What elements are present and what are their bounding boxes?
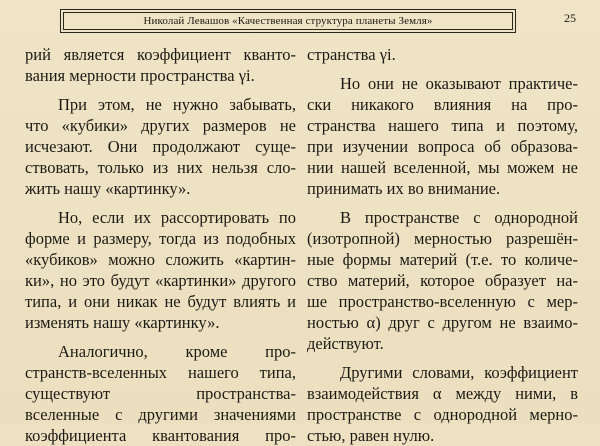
text-line: ные формы материй (т.е. то количе- [307,250,578,269]
text-line: ствовать, только из них нельзя сло- [25,158,296,177]
text-line: типа, и они никак не будут влиять и [25,292,296,311]
text-line: нии нашей вселенной, мы можем не [307,158,578,177]
text-line: изменять нашу «картинку». [25,313,220,332]
text-line: принимать их во внимание. [307,179,501,198]
text-line: взаимодействия α между ними, в [307,384,578,403]
text-line: исчезают. Они продолжают суще- [25,137,296,156]
text-line: странства нашего типа и поэтому, [307,116,578,135]
paragraph-gap [25,86,296,94]
text-line: ностью α) друг с другом не взаимо- [307,313,578,332]
text-line: Аналогично, кроме про- [58,342,296,361]
text-line: Но они не оказывают практиче- [340,74,578,93]
paragraph-gap [25,199,296,207]
text-line: «кубиков» можно сложить «картин- [25,250,296,269]
text-line: стью, равен нулю. [307,426,435,445]
text-line: коэффициента квантования про- [25,426,296,445]
text-line: странств-вселенных нашего типа, [25,363,296,382]
running-header-frame [60,9,516,33]
text-line: рий является коэффициент кванто- [25,45,296,64]
paragraph-gap [307,199,578,207]
text-line: ше пространство-вселенную с мер- [307,292,578,311]
text-line: что «кубики» других размеров не [25,116,296,135]
text-line: форме и размеру, тогда из подобных [25,229,296,248]
left-text-column [25,44,296,446]
text-line: Но, если их рассортировать по [58,208,296,227]
paragraph-gap [307,65,578,73]
paragraph-gap [25,333,296,341]
right-text-column [307,44,578,446]
text-line: жить нашу «картинку». [25,179,191,198]
text-line: Другими словами, коэффициент [340,363,578,382]
text-line: В пространстве с однородной [340,208,578,227]
page-number: 25 [564,11,576,25]
text-line: При этом, не нужно забывать, [58,95,296,114]
paragraph-gap [307,354,578,362]
text-line: вселенные с другими значениями [25,405,296,424]
text-line: вания мерности пространства γi. [25,66,255,85]
text-line: ски никакого влияния на про- [307,95,578,114]
text-line: действуют. [307,334,384,353]
text-line: ство материй, которое образует на- [307,271,578,290]
text-line: существуют пространства- [25,384,296,403]
text-line: (изотропной) мерностью разрешён- [307,229,578,248]
running-header-title: Николай Левашов «Качественная структура планеты Земля» [63,12,513,30]
text-line: при изучении вопроса об образова- [307,137,578,156]
text-line: пространстве с однородной мерно- [307,405,578,424]
text-line: ки», но это будут «картинки» другого [25,271,296,290]
text-line: странства γi. [307,45,396,64]
